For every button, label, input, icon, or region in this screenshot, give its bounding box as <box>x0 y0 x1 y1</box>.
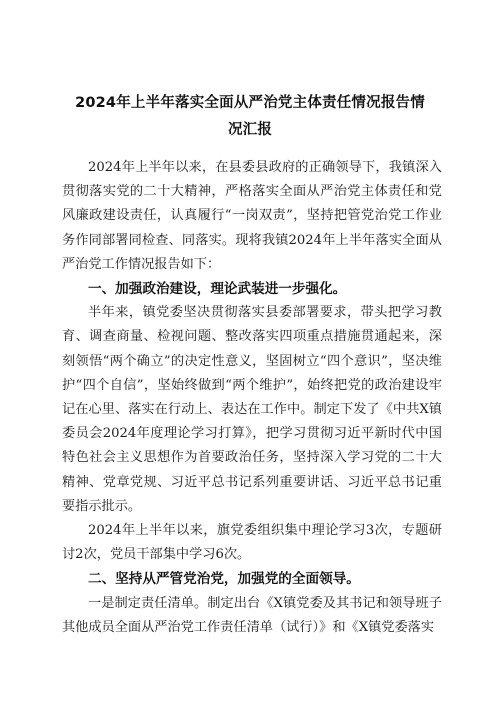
document-title-line-2: 况汇报 <box>227 122 273 138</box>
intro-paragraph: 2024年上半年以来，在县委县政府的正确领导下，我镇深入贯彻落实党的二十大精神，严格落实全面从严治党主体责任和党风廉政建设责任，认真履行“一岗双责”，坚持把管党治党工作业务作同部署同检查、同落实。现将我镇2024年上半年落实全面从严治党工作情况报告如下： <box>62 160 442 272</box>
study-statistics-paragraph: 2024年上半年以来，旗党委组织集中理论学习3次，专题研讨2次，党员干部集中学习6次。 <box>62 523 442 563</box>
section-1-paragraph: 半年来，镇党委坚决贯彻落实县委部署要求，带头把学习教育、调查商量、检视问题、整改落实四项重点措施贯通起来，深刻领悟“两个确立”的决定性意义，坚固树立“四个意识”，坚决维护“四个自信”，坚始终做到“两个维护”，始终把党的政治建设牢记在心里、落实在行动上、表达在工作中。制定下发了《中共X镇委员会2024年度理论学习打算》，把学习贯彻习近平新时代中国特色社会主义思想作为首要政治任务，坚持深入学习党的二十大精神、党章党规、习近平总书记系列重要讲话、习近平总书记重要指示批示。 <box>62 305 442 514</box>
section-heading-1: 一、加强政治建设，理论武装进一步强化。 <box>88 281 347 298</box>
section-2-paragraph: 一是制定责任清单。制定出台《X镇党委及其书记和领导班子其他成员全面从严治党工作责任清单（试行）》和《X镇党委落实 <box>62 595 442 635</box>
document-title-line-1: 2024年上半年落实全面从严治党主体责任情况报告情 <box>75 95 425 111</box>
section-heading-2: 二、坚持从严管党治党，加强党的全面领导。 <box>88 571 360 588</box>
document-body <box>62 156 442 640</box>
